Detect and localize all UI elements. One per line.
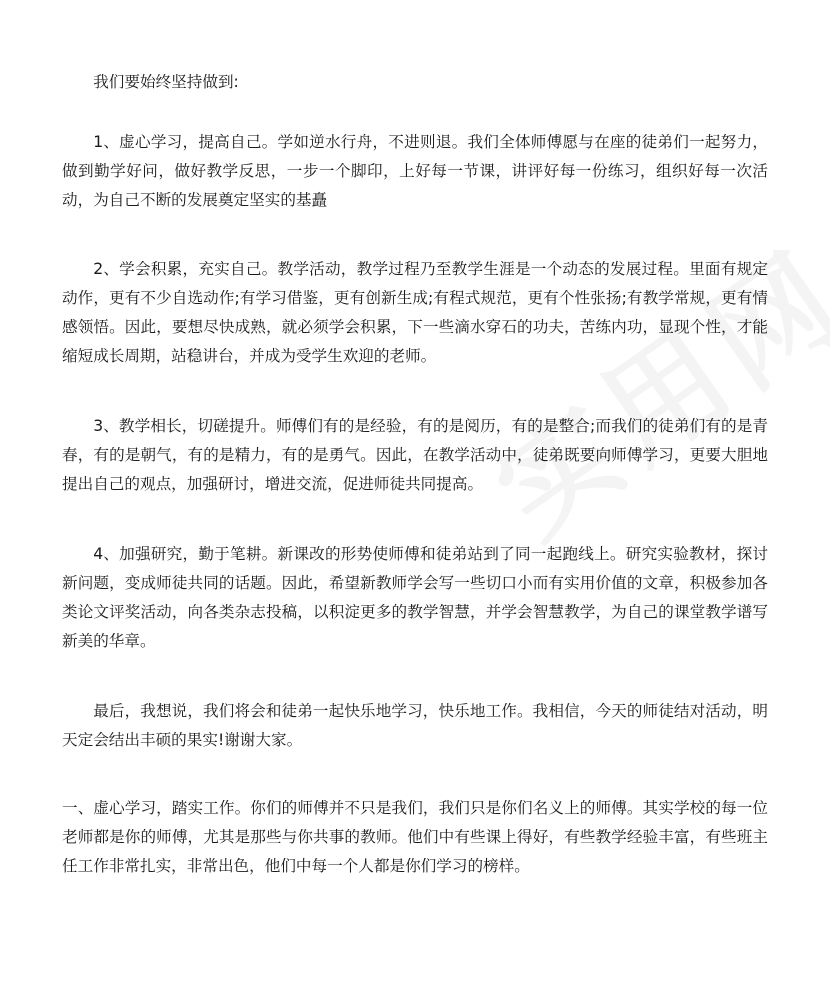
paragraph-2: 2、学会积累，充实自己。教学活动，教学过程乃至教学生涯是一个动态的发展过程。里面有规定动作，更有不少自选动作;有学习借鉴，更有创新生成;有程式规范，更有个性张扬;有教学常规，更有情感领悟。因此，要想尽快成熟，就必须学会积累，下一些滴水穿石的功夫，苦练内功，显现个性，才能缩短成长周期，站稳讲台，并成为受学生欢迎的老师。 <box>62 260 768 365</box>
intro-line: 我们要始终坚持做到: <box>93 73 239 91</box>
paragraph-closing-remarks: 最后，我想说，我们将会和徒弟一起快乐地学习，快乐地工作。我相信，今天的师徒结对活动，明天定会结出丰硕的果实!谢谢大家。 <box>62 702 768 749</box>
paragraph-section-one: 一、虚心学习，踏实工作。你们的师傅并不只是我们，我们只是你们名义上的师傅。其实学校的每一位老师都是你的师傅，尤其是那些与你共事的教师。他们中有些课上得好，有些教学经验丰富，有些班主任工作非常扎实，非常出色，他们中每一个人都是你们学习的榜样。 <box>62 799 768 875</box>
paragraph-3: 3、教学相长，切磋提升。师傅们有的是经验，有的是阅历，有的是整合;而我们的徒弟们有的是青春，有的是朝气，有的是精力，有的是勇气。因此，在教学活动中，徒弟既要向师傅学习，更要大胆地提出自己的观点，加强研讨，增进交流，促进师徒共同提高。 <box>62 417 768 493</box>
paragraph-4: 4、加强研究，勤于笔耕。新课改的形势使师傅和徒弟站到了同一起跑线上。研究实验教材，探讨新问题，变成师徒共同的话题。因此，希望新教师学会写一些切口小而有实用价值的文章，积极参加各类论文评奖活动，向各类杂志投稿，以积淀更多的教学智慧，并学会智慧教学，为自己的课堂教学谱写新美的华章。 <box>62 545 768 650</box>
paragraph-1: 1、虚心学习，提高自己。学如逆水行舟，不进则退。我们全体师傅愿与在座的徒弟们一起努力，做到勤学好问，做好教学反思，一步一个脚印，上好每一节课，讲评好每一份练习，组织好每一次活动，为自己不断的发展奠定坚实的基矗 <box>62 133 768 209</box>
